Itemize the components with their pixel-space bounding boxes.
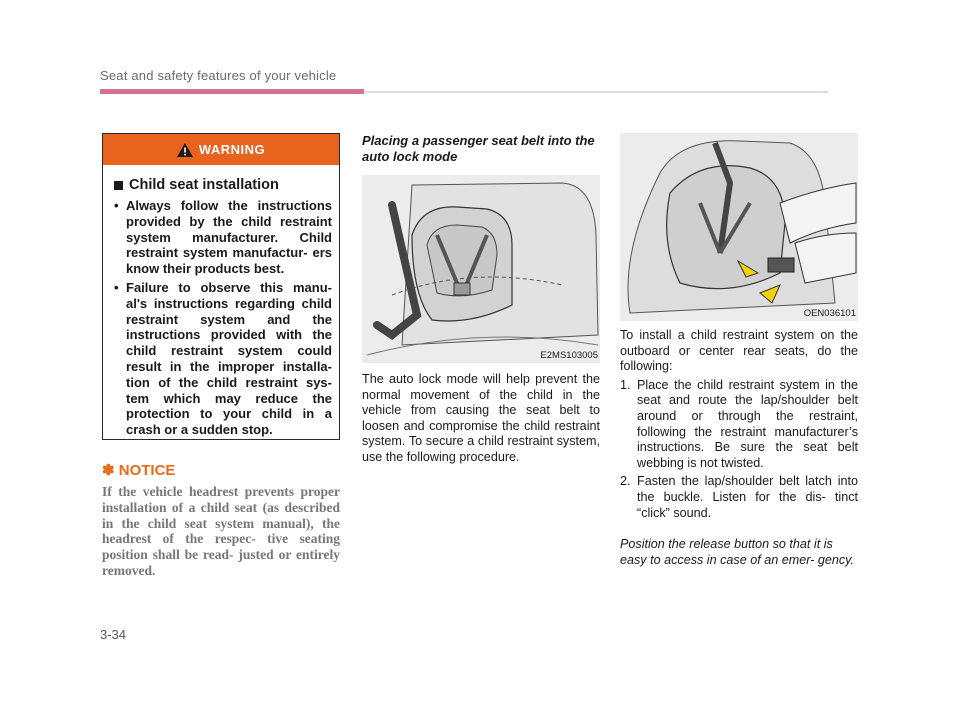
warning-bullet-text: Failure to observe this manu- al's instructions regarding child restraint system and the instructions provided with the child restraint system could result in the improper installa- tion of the child restraint sys- tem which may reduce the protection to your child in a crash or a sudden stop.: [126, 280, 332, 438]
figure-code: OEN036101: [803, 308, 856, 319]
child-seat-figure: [362, 175, 600, 363]
section-heading: Placing a passenger seat belt into the auto lock mode: [362, 133, 595, 164]
step-text: Fasten the lap/shoulder belt latch into the buckle. Listen for the dis- tinct “click” sound.: [637, 474, 858, 520]
bullet-dot-icon: •: [114, 198, 119, 213]
page-number: 3-34: [100, 627, 127, 642]
italic-note: Position the release button so that it is easy to access in case of an emer- gency.: [620, 537, 855, 567]
warning-bullet-text: Always follow the instructions provided by the child restraint system manufacturer. Child restraint system manufactur- ers know their products best.: [126, 198, 332, 277]
notice-body: If the vehicle headrest prevents proper installation of a child seat (as described in the child seat system manual), the headrest of the respec- tive seating position shall be read- justed or entirely removed.: [102, 484, 340, 578]
warning-triangle-icon: [177, 143, 193, 157]
notice-heading: ✽ NOTICE: [102, 462, 176, 479]
instruction-step: [620, 378, 858, 472]
step-number: 2.: [620, 474, 631, 489]
instruction-step: [620, 474, 858, 521]
warning-bullet: [114, 198, 332, 277]
warning-subtitle-text: Child seat installation: [129, 177, 279, 193]
figure-code: E2MS103005: [540, 350, 598, 361]
square-bullet-icon: [114, 181, 123, 190]
buckle-figure: [620, 133, 858, 321]
header-accent-bar: [100, 89, 364, 94]
body-text: The auto lock mode will help prevent the normal movement of the child in the vehicle from causing the seat belt to loosen and compromise the child restraint system. To secure a child restraint system, use the following procedure.: [362, 372, 600, 464]
header-rule: [364, 91, 828, 93]
section-title: Seat and safety features of your vehicle: [100, 68, 337, 83]
warning-label: WARNING: [198, 142, 266, 157]
step-number: 1.: [620, 377, 631, 392]
step-text: Place the child restraint system in the seat and route the lap/shoulder belt around or through the restraint, following the restraint manufacturer’s instructions. Be sure the seat belt webbing is not twisted.: [637, 377, 858, 470]
child-seat-illustration: [362, 175, 600, 363]
bullet-dot-icon: •: [114, 280, 119, 295]
warning-subtitle: [114, 177, 279, 193]
warning-header: [103, 134, 339, 165]
instructions-intro: To install a child restraint system on the outboard or center rear seats, do the following:: [620, 328, 858, 374]
instructions: [620, 328, 858, 521]
buckle-illustration: [620, 133, 858, 321]
warning-bullet: [114, 280, 332, 438]
